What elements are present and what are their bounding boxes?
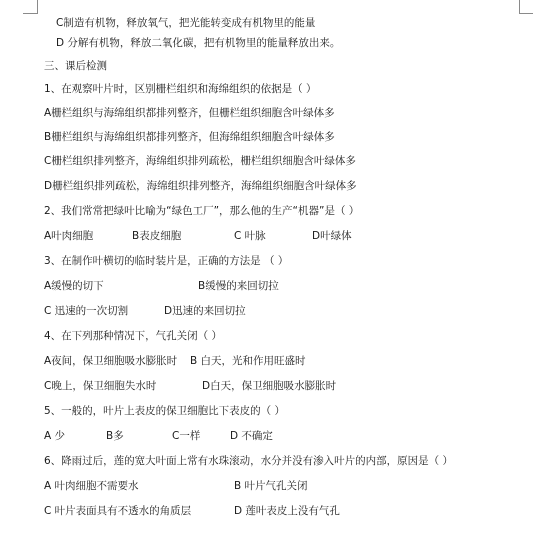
q3-option-b: B缓慢的来回切拉 xyxy=(198,280,279,292)
q6-option-d: D 莲叶表皮上没有气孔 xyxy=(234,505,340,517)
q4-option-c: C晚上，保卫细胞失水时 xyxy=(44,380,157,392)
q2-option-a: A叶肉细胞 xyxy=(44,230,94,242)
intro-option-d: D 分解有机物，释放二氧化碳，把有机物里的能量释放出来。 xyxy=(56,37,341,49)
q3-stem: 3、在制作叶横切的临时装片是，正确的方法是 （ ） xyxy=(44,255,289,267)
q4-option-b: B 白天，光和作用旺盛时 xyxy=(190,355,306,367)
q5-option-c: C一样 xyxy=(172,430,201,442)
q3-option-a: A缓慢的切下 xyxy=(44,280,104,292)
q4-stem: 4、在下列那种情况下，气孔关闭（ ） xyxy=(44,330,223,342)
q5-option-a: A 少 xyxy=(44,430,66,442)
q5-stem: 5、一般的，叶片上表皮的保卫细胞比下表皮的（ ） xyxy=(44,405,286,417)
q1-option-b: B栅栏组织与海绵组织都排列整齐，但海绵组织细胞含叶绿体多 xyxy=(44,131,335,143)
intro-option-c: C制造有机物，释放氧气，把光能转变成有机物里的能量 xyxy=(56,17,316,29)
q6-stem: 6、降雨过后，莲的宽大叶面上常有水珠滚动，水分并没有渗入叶片的内部，原因是（ ） xyxy=(44,455,454,467)
q4-option-a: A夜间，保卫细胞吸水膨胀时 xyxy=(44,355,178,367)
q2-stem: 2、我们常常把绿叶比喻为“绿色工厂”，那么他的生产“机器”是（ ） xyxy=(44,205,360,217)
page-corner-mark-right xyxy=(519,0,520,14)
q1-option-a: A栅栏组织与海绵组织都排列整齐，但栅栏组织细胞含叶绿体多 xyxy=(44,107,335,119)
q6-option-b: B 叶片气孔关闭 xyxy=(234,480,308,492)
q3-option-d: D迅速的来回切拉 xyxy=(164,305,246,317)
q4-option-d: D白天，保卫细胞吸水膨胀时 xyxy=(202,380,337,392)
q1-option-c: C栅栏组织排列整齐，海绵组织排列疏松，栅栏组织细胞含叶绿体多 xyxy=(44,155,356,167)
q2-option-c: C 叶脉 xyxy=(234,230,266,242)
q3-option-c: C 迅速的一次切割 xyxy=(44,305,129,317)
q5-option-b: B多 xyxy=(106,430,124,442)
q1-stem: 1、在观察叶片时，区别栅栏组织和海绵组织的依据是（ ） xyxy=(44,83,317,95)
q2-option-b: B表皮细胞 xyxy=(132,230,182,242)
q1-option-d: D栅栏组织排列疏松，海绵组织排列整齐，海绵组织细胞含叶绿体多 xyxy=(44,180,357,192)
q2-option-d: D叶绿体 xyxy=(312,230,352,242)
q5-option-d: D 不确定 xyxy=(230,430,273,442)
q6-option-a: A 叶肉细胞不需要水 xyxy=(44,480,139,492)
page-corner-mark-left xyxy=(37,0,38,14)
section-title: 三、课后检测 xyxy=(44,60,107,72)
q6-option-c: C 叶片表面具有不透水的角质层 xyxy=(44,505,192,517)
